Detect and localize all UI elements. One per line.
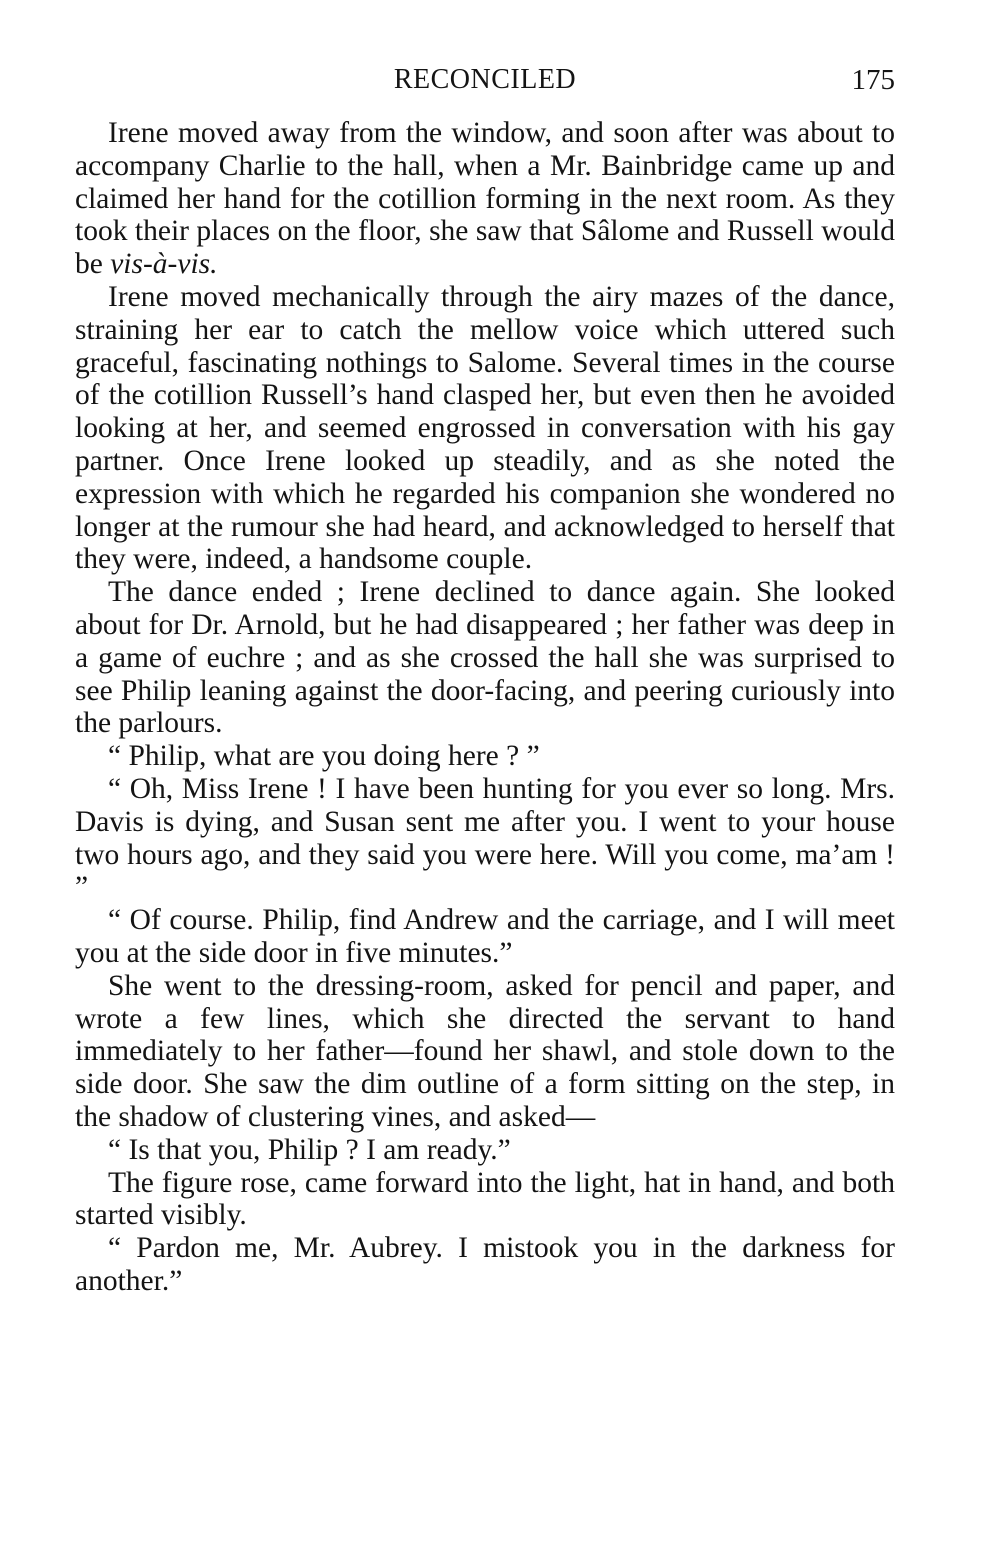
italic-phrase: vis-à-vis. [110,248,218,281]
body-text [75,117,895,1298]
paragraph: She went to the dressing-room, asked for pencil and paper, and wrote a few lines, which she directed the servant to hand immediately to her father—found her shawl, and stole down to the side door. She saw the dim outline of a form sitting on the step, in the shadow of clustering vines, and asked— [75,969,895,1133]
paragraph: “ Of course. Philip, find Andrew and the carriage, and I will meet you at the side door in five minutes.” [75,904,895,969]
paragraph-text: Irene moved away from the window, and soon after was about to accompany Charlie to the hall, when a Mr. Bainbridge came up and claimed her hand for the cotillion forming in the next room. As they took their places on the floor, she saw that Sâlome and Russell would be [75,117,895,281]
page-header [75,60,895,100]
paragraph: The dance ended ; Irene declined to dance again. She looked about for Dr. Arnold, but he had disappeared ; her father was deep in a game of euchre ; and as she crossed the hall she was surprised to see Philip leaning against the door-facing, and peering curiously into the parlours. [75,576,895,740]
paragraph: Irene moved mechanically through the airy mazes of the dance, straining her ear to catch the mellow voice which uttered such graceful, fascinating nothings to Salome. Several times in the course of the cotillion Russell’s hand clasped her, but even then he avoided looking at her, and seemed engrossed in conversation with his gay partner. Once Irene looked up steadily, and as she noted the expression with which he regarded his companion she wondered no longer at the rumour she had heard, and acknowledged to herself that they were, indeed, a handsome couple. [75,280,895,576]
page-number: 175 [851,64,895,96]
running-head: RECONCILED [393,64,577,95]
paragraph: “ Is that you, Philip ? I am ready.” [108,1133,511,1166]
paragraph [75,117,895,281]
paragraph: “ Philip, what are you doing here ? ” [108,740,540,773]
paragraph: The figure rose, came forward into the light, hat in hand, and both started visibly. [75,1166,895,1232]
paragraph: “ Oh, Miss Irene ! I have been hunting for you ever so long. Mrs. Davis is dying, and Susan sent me after you. I went to your house two hours ago, and they said you were here. Will you come, ma’am ! ” [75,772,895,904]
paragraph: “ Pardon me, Mr. Aubrey. I mistook you in the darkness for another.” [75,1232,895,1297]
